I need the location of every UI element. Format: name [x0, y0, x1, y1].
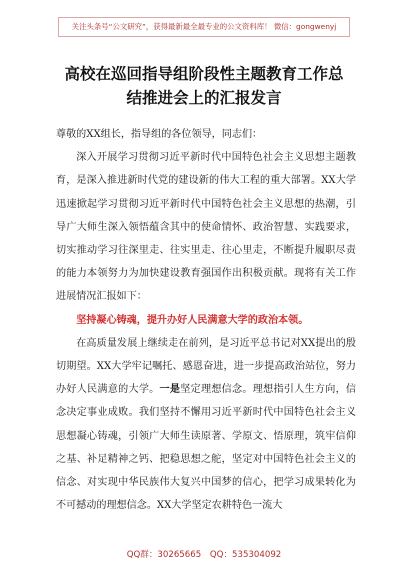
paragraph-2-bold-marker: 一是 — [159, 384, 181, 396]
paragraph-intro: 深入开展学习贯彻习近平新时代中国特色社会主义思想主题教育，是深入推进新时代党的建设新的伟大工程的重大部署。XX大学迅速掀起学习贯彻习近平新时代中国特色社会主义思想的热潮，引导广大师生深入领悟蕴含其中的使命情怀、政治智慧、实践要求，切实推动学习往深里走、往实里走、往心里走，不断提升履职尽责的能力本领努力为加快建设教育强国作出积极贡献。现将有关工作进展情况汇报如下： — [56, 152, 356, 303]
header-banner: 关注头条号“公文研究”，获得最新最全最专业的公文资料库！ 微信：gongwenyj — [58, 17, 350, 37]
salutation: 尊敬的XX组长，指导组的各位领导，同志们： — [56, 129, 263, 140]
footer-qq-group: QQ群：30265665 — [126, 550, 202, 560]
footer-qq: QQ：535304092 — [209, 550, 282, 560]
title-line-2: 结推进会上的汇报发言 — [126, 89, 282, 107]
section-heading-1: 坚持凝心铸魂，提升办好人民满意大学的政治本领。 — [76, 314, 309, 326]
footer — [0, 548, 408, 560]
paragraph-2 — [56, 332, 356, 518]
paragraph-2-text-b: 坚定理想信念。理想指引人生方向，信念决定事业成败。我们坚持不懈用习近平新时代中国特色社会主义思想凝心铸魂，引领广大师生读原著、学原文、悟原理，筑牢信仰之基、补足精神之钙、把稳思想之舵，坚定对中国特色社会主义的信念、对实现中华民族伟大复兴中国梦的信心，把学习成果转化为不可撼动的理想信念。XX大学坚定农耕特色一流大 — [56, 384, 357, 512]
document-title — [40, 62, 368, 110]
paragraph-2-text-a: 在高质量发展上继续走在前列，是习近平总书记对XX提出的殷切期望。XX大学牢记嘱托、感恩奋进，进一步提高政治站位，努力办好人民满意的大学。 — [56, 337, 356, 396]
title-line-1: 高校在巡回指导组阶段性主题教育工作总 — [64, 65, 344, 83]
document-body — [56, 123, 356, 517]
